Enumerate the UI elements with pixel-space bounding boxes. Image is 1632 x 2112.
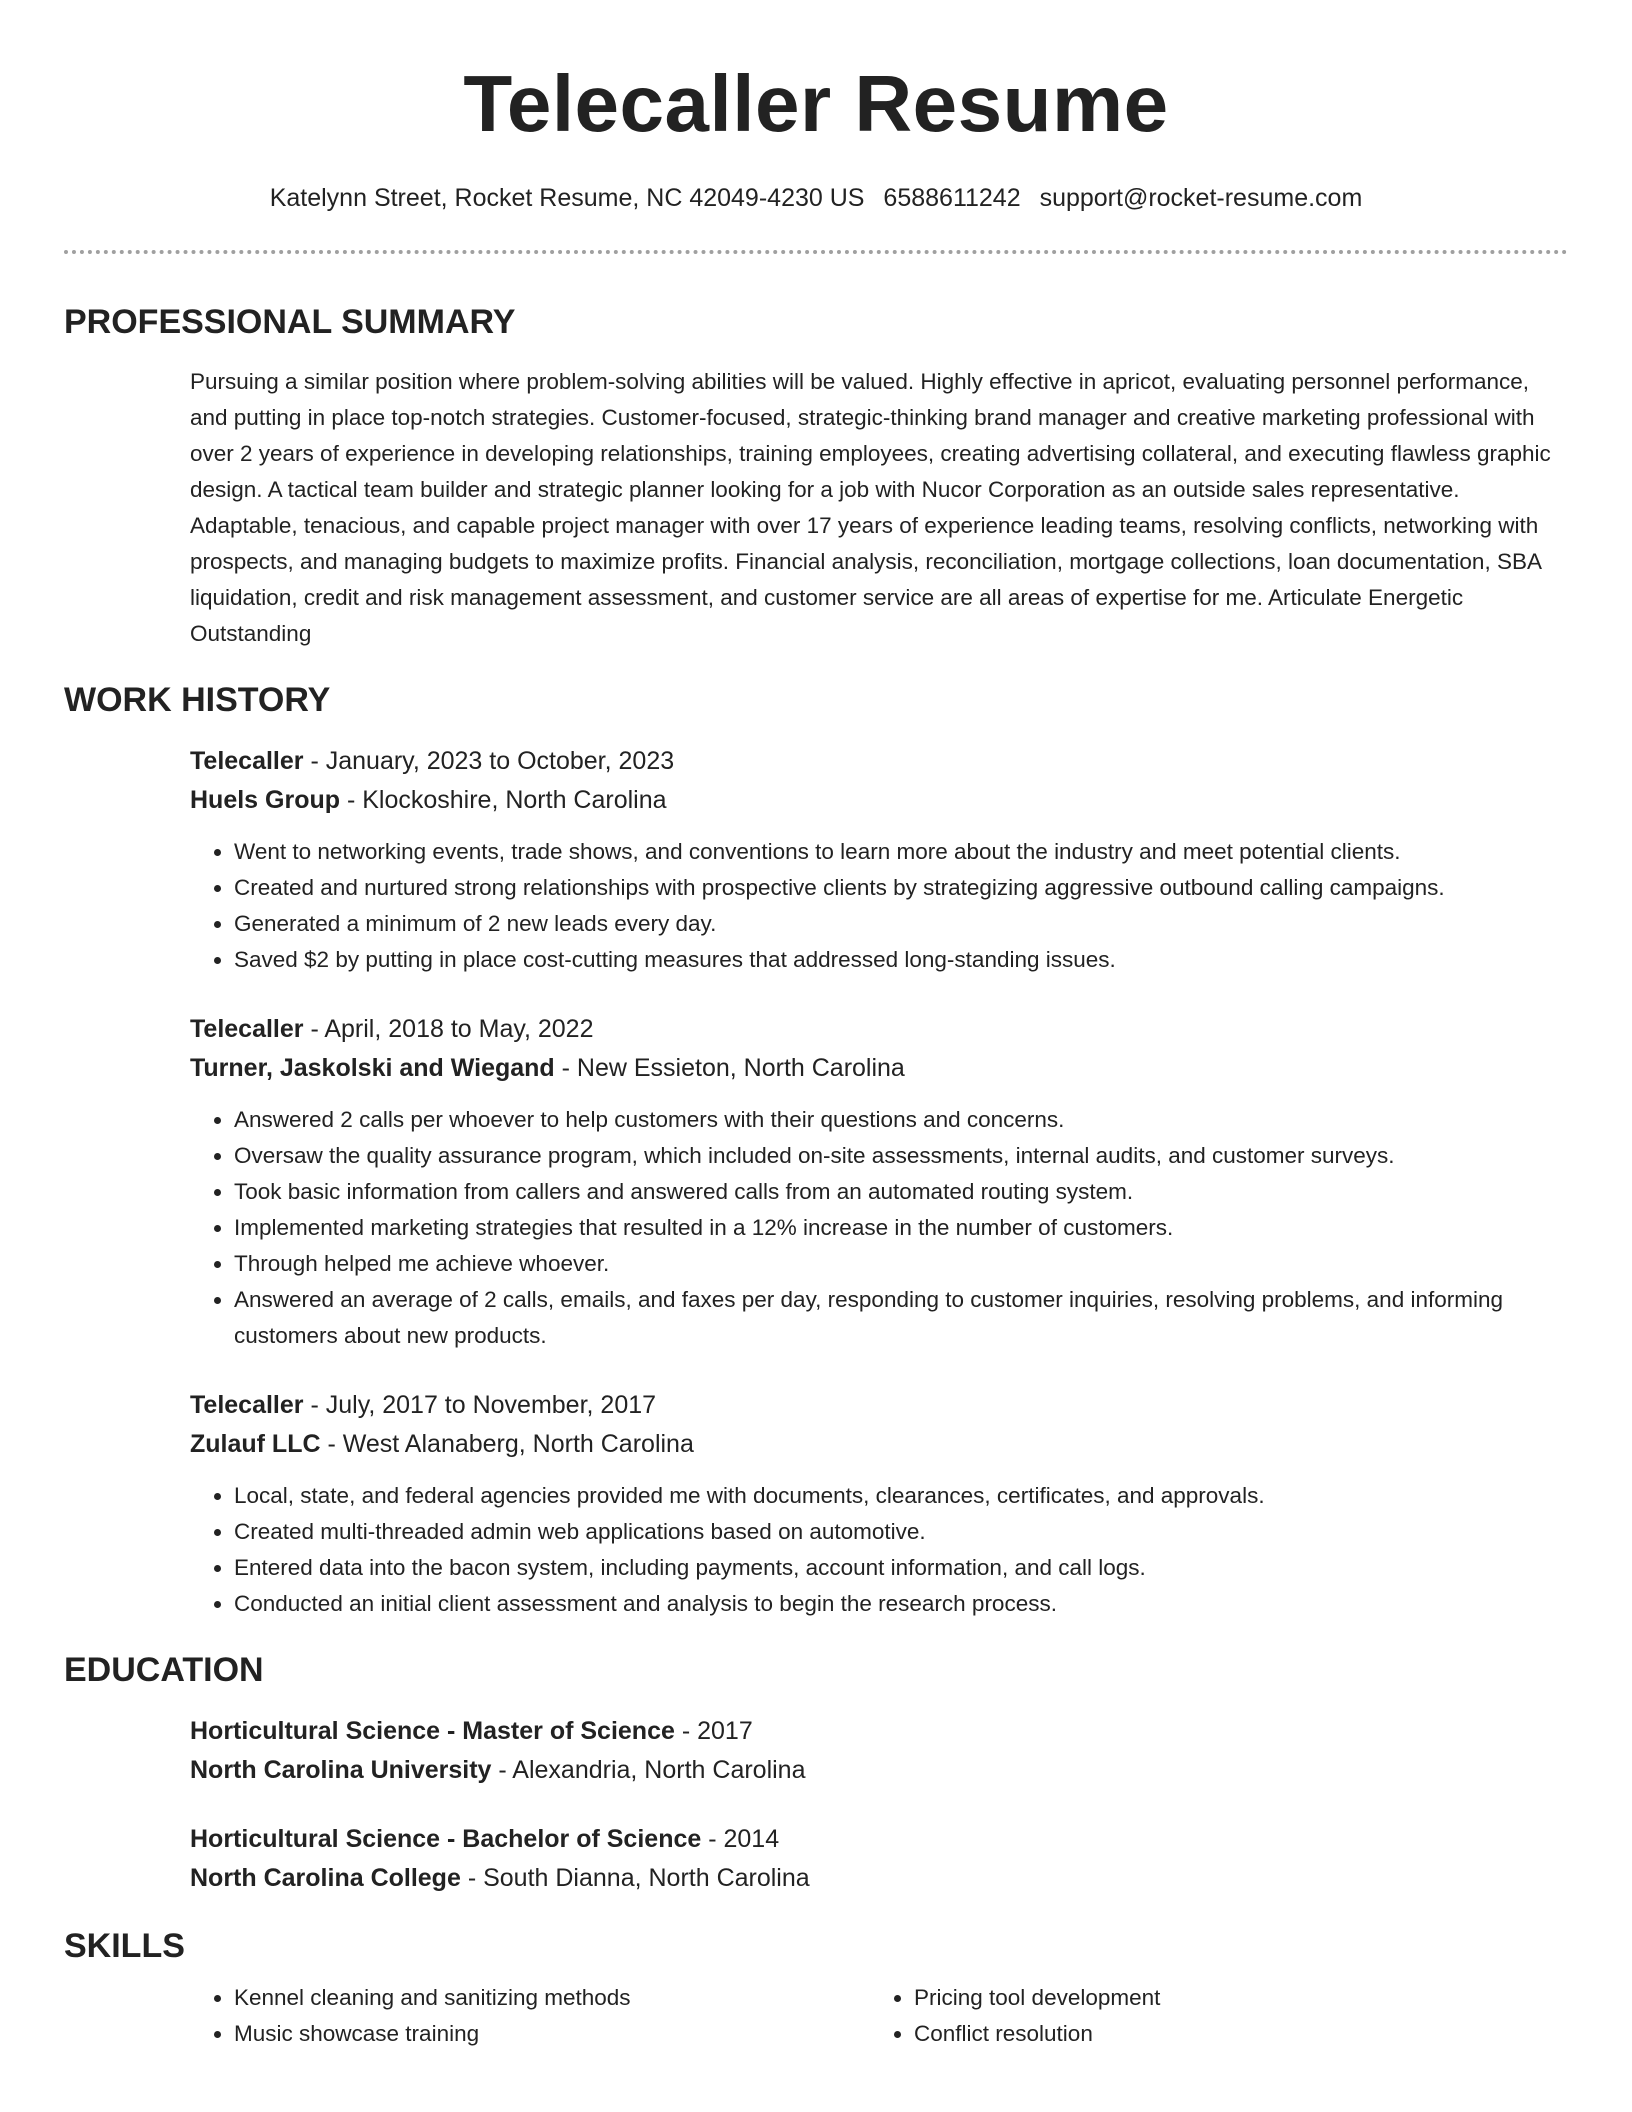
education-year: - 2017 bbox=[674, 1717, 753, 1745]
resume-title: Telecaller Resume bbox=[463, 59, 1169, 148]
job-location: - West Alanaberg, North Carolina bbox=[320, 1430, 694, 1458]
education-entry bbox=[190, 1712, 1568, 1790]
job-bullet: • Saved $2 by putting in place cost-cutting measures that addressed long-standing issues. bbox=[234, 942, 1568, 978]
job-location: - New Essieton, North Carolina bbox=[554, 1054, 905, 1082]
skill-item: • Conflict resolution bbox=[914, 2016, 1470, 2052]
job-bullet: • Implemented marketing strategies that resulted in a 12% increase in the number of customers. bbox=[234, 1210, 1568, 1246]
job-bullet: • Answered an average of 2 calls, emails, and faxes per day, responding to customer inquiries, resolving problems, and informing customers about new products. bbox=[234, 1282, 1568, 1354]
job-bullet: • Took basic information from callers and answered calls from an automated routing system. bbox=[234, 1174, 1568, 1210]
job-bullet: • Local, state, and federal agencies provided me with documents, clearances, certificates, and approvals. bbox=[234, 1478, 1568, 1514]
skill-item: • Pricing tool development bbox=[914, 1980, 1470, 2016]
education-degree-line bbox=[190, 1712, 1568, 1751]
job-bullet: • Through helped me achieve whoever. bbox=[234, 1246, 1568, 1282]
header-divider bbox=[64, 250, 1568, 254]
contact-email: support@rocket-resume.com bbox=[1039, 184, 1363, 212]
education-heading: EDUCATION bbox=[64, 1651, 264, 1689]
job-bullet: • Oversaw the quality assurance program, which included on-site assessments, internal audits, and customer surveys. bbox=[234, 1138, 1568, 1174]
education-location: - Alexandria, North Carolina bbox=[491, 1756, 806, 1784]
contact-address: Katelynn Street, Rocket Resume, NC 42049-4230 US bbox=[269, 184, 865, 212]
job-role-line bbox=[190, 1386, 1568, 1425]
job-bullet: • Entered data into the bacon system, including payments, account information, and call logs. bbox=[234, 1550, 1568, 1586]
education-degree: Horticultural Science - Master of Science bbox=[190, 1717, 675, 1745]
job-bullets bbox=[190, 1102, 1568, 1354]
job-company-line bbox=[190, 1049, 1568, 1088]
summary-heading: PROFESSIONAL SUMMARY bbox=[64, 303, 516, 341]
job-bullet: • Went to networking events, trade shows, and conventions to learn more about the industry and meet potential clients. bbox=[234, 834, 1568, 870]
job-entry bbox=[190, 1010, 1568, 1354]
job-role-line bbox=[190, 1010, 1568, 1049]
job-location: - Klockoshire, North Carolina bbox=[340, 786, 667, 814]
job-dates: - July, 2017 to November, 2017 bbox=[303, 1391, 657, 1419]
education-school: North Carolina University bbox=[190, 1756, 492, 1784]
skills-column-right bbox=[870, 1980, 1470, 2052]
job-role: Telecaller bbox=[190, 1015, 304, 1043]
skill-item: • Music showcase training bbox=[234, 2016, 870, 2052]
education-school-line bbox=[190, 1859, 1568, 1898]
education-entry bbox=[190, 1820, 1568, 1898]
job-dates: - April, 2018 to May, 2022 bbox=[303, 1015, 594, 1043]
education-location: - South Dianna, North Carolina bbox=[460, 1864, 810, 1892]
work-history-heading: WORK HISTORY bbox=[64, 681, 331, 719]
job-entry bbox=[190, 1386, 1568, 1622]
education-degree: Horticultural Science - Bachelor of Science bbox=[190, 1825, 702, 1853]
job-bullet: • Conducted an initial client assessment and analysis to begin the research process. bbox=[234, 1586, 1568, 1622]
job-role: Telecaller bbox=[190, 747, 304, 775]
job-entry bbox=[190, 742, 1568, 978]
skills-column-left bbox=[190, 1980, 870, 2052]
job-bullet: • Created multi-threaded admin web applications based on automotive. bbox=[234, 1514, 1568, 1550]
education-school: North Carolina College bbox=[190, 1864, 461, 1892]
job-company: Turner, Jaskolski and Wiegand bbox=[190, 1054, 555, 1082]
job-company-line bbox=[190, 781, 1568, 820]
contact-phone: 6588611242 bbox=[883, 184, 1021, 212]
education-school-line bbox=[190, 1751, 1568, 1790]
job-company-line bbox=[190, 1425, 1568, 1464]
job-bullet: • Created and nurtured strong relationships with prospective clients by strategizing aggressive outbound calling campaigns. bbox=[234, 870, 1568, 906]
contact-line bbox=[64, 180, 1568, 216]
job-bullet: • Generated a minimum of 2 new leads every day. bbox=[234, 906, 1568, 942]
education-year: - 2014 bbox=[701, 1825, 780, 1853]
job-role: Telecaller bbox=[190, 1391, 304, 1419]
skills-list bbox=[190, 1980, 1568, 2052]
job-company: Huels Group bbox=[190, 786, 341, 814]
summary-text: Pursuing a similar position where problem-solving abilities will be valued. Highly effective in apricot, evaluating personnel performance, and putting in place top-notch strategies. Customer-focused, strategic-thinking brand manager and creative marketing professional with over 2 years of experience in developing relationships, training employees, creating advertising collateral, and executing flawless graphic design. A tactical team builder and strategic planner looking for a job with Nucor Corporation as an outside sales representative. Adaptable, tenacious, and capable project manager with over 17 years of experience leading teams, resolving conflicts, networking with prospects, and managing budgets to maximize profits. Financial analysis, reconciliation, mortgage collections, loan documentation, SBA liquidation, credit and risk management assessment, and customer service are all areas of expertise for me. Articulate Energetic Outstanding bbox=[190, 369, 1551, 646]
job-bullet: • Answered 2 calls per whoever to help customers with their questions and concerns. bbox=[234, 1102, 1568, 1138]
skills-heading: SKILLS bbox=[64, 1927, 185, 1965]
skill-item: • Kennel cleaning and sanitizing methods bbox=[234, 1980, 870, 2016]
job-role-line bbox=[190, 742, 1568, 781]
job-dates: - January, 2023 to October, 2023 bbox=[303, 747, 675, 775]
job-bullets bbox=[190, 1478, 1568, 1622]
job-company: Zulauf LLC bbox=[190, 1430, 321, 1458]
job-bullets bbox=[190, 834, 1568, 978]
education-degree-line bbox=[190, 1820, 1568, 1859]
